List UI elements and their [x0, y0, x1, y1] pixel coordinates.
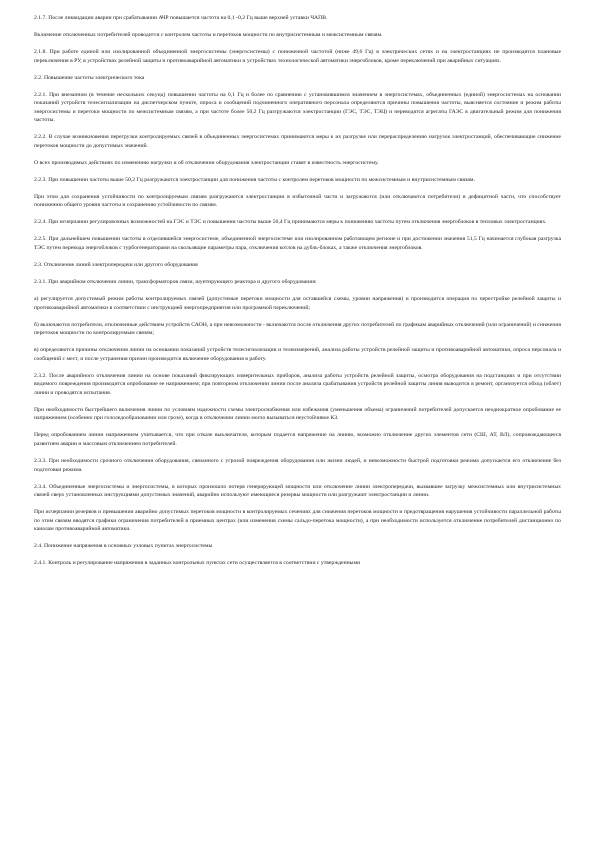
paragraph-2-2-1: 2.2.1. При внезапном (в течение нескольких секунд) повышении частоты на 0,1 Гц и более по сравнению с установившимся значением в энергосистемах, объединенных (единой) энергосистемах на основании показаний устройств телесигнализации на диспетчерском пункте, опроса и сообщений подчиненного оперативного персонала определяются причины повышения частоты, выясняется состояние и режим работы энергосистемы и перетоки мощности по межсистемным связям, а при частоте более 50,2 Гц разгружаются электростанции (ГЭС, ТЭС, ТЭЦ) и переводятся агрегаты ГАЭС в двигательный режим для понижения частоты. — [34, 91, 561, 124]
paragraph-2-1-8: 2.1.8. При работе единой или изолированной объединенной энергосистемы (энергосистемы) с пониженной частотой (ниже 49,6 Гц) в электрических сетях и на электростанциях не производятся плановые переключения в РУ, в устройствах релейной защиты и противоаварийной автоматики и устройствах технологической автоматики энергоблоков, кроме переключений при аварийных ситуациях. — [34, 48, 561, 64]
paragraph-2-2-5: 2.2.5. При дальнейшем повышении частоты в отделившейся энергосистеме, объединенной энергосистеме или изолированном работающем регионе и при достижении значения 51,5 Гц начинается глубокая разгрузка ТЭС путем перевода энергоблоков с турбогенераторами на скользящие параметры пара, отключения котлов на дубль-блоках, а также отключения энергоблоков. — [34, 236, 561, 251]
paragraph-2-1-7: 2.1.7. После ликвидации аварии при срабатывании АЧР повышается частота на 0,1 -0,2 Гц выше верхней уставки ЧАПВ. — [34, 15, 328, 21]
section-heading-2-4: 2.4. Понижение напряжения в основных узловых пунктах энергосистемы — [34, 543, 213, 550]
paragraph-2-2-4: 2.2.4. При исчерпании регулировочных возможностей на ГЭС и ТЭС и повышении частоты выше 50,4 Гц принимаются меры к понижению частоты путем отключения энергоблоков в тепловых электростанциях. — [34, 219, 547, 226]
paragraph-2-3-4: 2.3.4. Объединенные энергосистемы и энергосистемы, в которых произошло потеря генерирующей мощности или отключение линии электропередачи, вызвавшее загрузку межсистемных или внутрисистемных связей сверх установленных инструкциями допустимых значений, аварийно используют имеющиеся резервы мощности или разгружают электростанции и линии. — [34, 483, 561, 499]
paragraph-2-3-1: 2.3.1. При аварийном отключении линии, трансформаторов связи, шунтирующего реактора и другого оборудования: — [34, 278, 317, 285]
paragraph-switching-on-consumers: Включение отключенных потребителей проводится с контролем частоты и перетоков мощности по внутрисистемным и межсистемным связям. — [34, 31, 383, 38]
paragraph-stability-preservation: При этом для сохранения устойчивости по контролируемым связям разгружаются электростанции в избыточной части и загружаются (или отключаются потребители) в дефицитной части, что способствует понижению общего уровня частоты и сохранению устойчивости по связям. — [34, 193, 561, 209]
paragraph-2-2-3: 2.2.3. При повышении частоты выше 50,2 Гц разгружаются электростанции для понижения частоты с контролем перетоков мощности по межсистемным и внутрисистемным связям. — [34, 176, 475, 183]
paragraph-2-3-3: 2.3.3. При необходимости срочного отключения оборудования, связанного с угрозой повреждения оборудования или жизни людей, и невозможности быстрой подготовки режима допускается его отключение без подготовки режима. — [34, 458, 561, 473]
paragraph-reserve-exhaustion: При исчерпании резервов и превышении аварийно допустимых перетоков мощности в контролируемых сечениях для снижения перетоков мощности и предотвращения нарушения устойчивости параллельной работы по этим связям вводятся графики ограничения потребителей в приемных центрах (или изменения схемы сальдо-перетока мощности), а при необходимости используется отключение потребителей дистанционно по каналам противоаварийной автоматики. — [34, 509, 561, 533]
list-item-a: а) регулируется допустимый режим работы контролируемых связей (допустимые перетоки мощности для оставшейся схемы, уровни напряжения) и производится операция по перестройке релейной защиты и противоаварийной автоматики в соответствии с инструкцией энергопредприятия или программой переключений; — [34, 295, 561, 311]
section-heading-2-2: 2.2. Повышение частоты электрического тока — [34, 74, 145, 81]
paragraph-notify-energy-system: О всех производимых действиях по изменению нагрузки и об отключении оборудования электростанции ставят в известность энергосистему. — [34, 159, 379, 166]
paragraph-line-testing: Перед опробованием линии напряжением учитывается, что при отказе выключателя, которым подается напряжение на линию, возможно отключение других элементов сети (СШ, АТ, ВЛ), сопровождающееся развитием аварии и массовым отключением потребителей. — [34, 432, 561, 448]
section-heading-2-3: 2.3. Отключение линий электропередачи или другого оборудования — [34, 261, 198, 268]
paragraph-2-3-2: 2.3.2. После аварийного отключения линии на основе показаний фиксирующих измерительных приборов, анализа работы устройств релейной защиты, осмотра оборудования на подстанциях и при отсутствии видимого повреждения производится опробование ее напряжением; при повторном отключении линии после анализа срабатывания устройств релейной защиты линия выводится в ремонт, организуется обход (облет) линии и проводятся испытания. — [34, 372, 561, 396]
list-item-c: в) определяются причины отключения линии на основании показаний устройств телесигнализации и телеизмерений, анализа работы устройств релейной защиты и противоаварийной автоматики, опроса персонала и сообщений с мест, и после устранения причин производится включение оборудования в работу. — [34, 347, 561, 362]
paragraph-2-2-2: 2.2.2. В случае возникновения перегрузки контролируемых связей в объединенных энергосистемах принимаются меры к их разгрузке или перераспределению нагрузок электростанций, обеспечивающие снижение перетоков мощности до допустимых значений. — [34, 134, 561, 149]
paragraph-2-4-1: 2.4.1. Контроль и регулирование напряжения в заданных контрольных пунктах сети осуществляется в соответствии с утвержденными — [34, 560, 361, 567]
list-item-b: б) включаются потребители, отключенные действием устройств САОН, а при невозможности - включаются после отключения других потребителей по графикам аварийных отключений (или ограничений) и снижения перетоков мощности по контролируемым связям; — [34, 321, 561, 337]
paragraph-fast-reconnection: При необходимости быстрейшего включения линии по условиям надежности схемы электроснабжения или избежания (уменьшения объема) ограничений потребителей допускается неоднократное опробование ее напряжением (особенно при гололедообразовании или грозе), когда в отключении линии могло вызываться неустойчивое КЗ. — [34, 406, 561, 422]
